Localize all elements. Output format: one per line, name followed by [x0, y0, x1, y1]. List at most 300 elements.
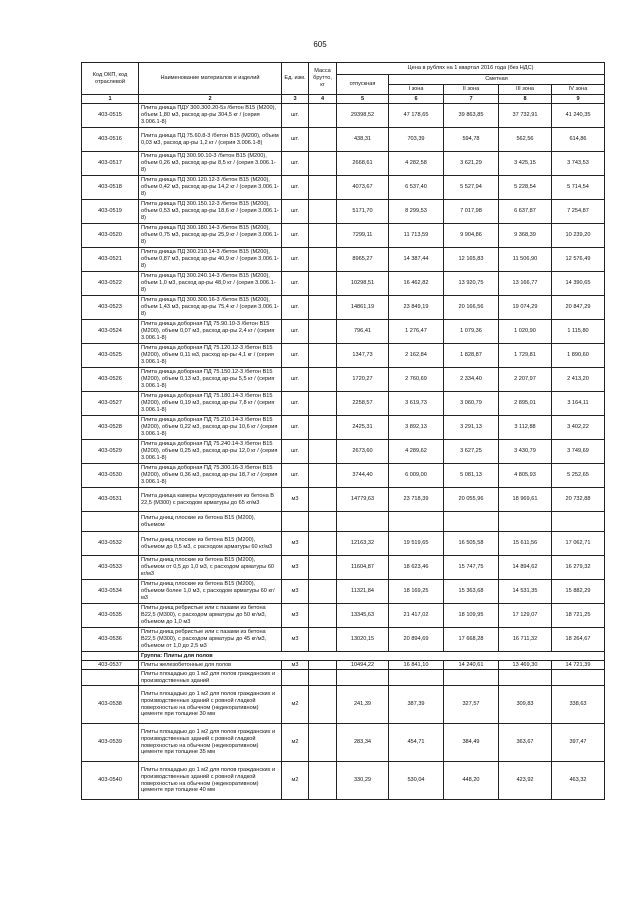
price-zone-3: 13 166,77	[499, 272, 552, 296]
column-number-row	[82, 95, 605, 104]
price-zone-3: 3 430,79	[499, 440, 552, 464]
item-unit: м2	[282, 724, 309, 762]
price-zone-1: 3 619,73	[389, 392, 444, 416]
price-zone-1: 454,71	[389, 724, 444, 762]
item-mass	[309, 344, 337, 368]
price-otpusknaya: 8965,27	[337, 248, 389, 272]
item-code: 403-0533	[82, 556, 139, 580]
item-code: 403-0537	[82, 661, 139, 670]
price-zone-4: 3 402,22	[552, 416, 605, 440]
price-zone-4: 3 749,69	[552, 440, 605, 464]
group-label: Группа: Плиты для полов	[139, 652, 605, 661]
price-zone-4: 16 279,32	[552, 556, 605, 580]
price-zone-1: 6 009,00	[389, 464, 444, 488]
price-otpusknaya: 13345,63	[337, 604, 389, 628]
item-name: Плита днища ПД 300.180.14-3 /бетон В15 (М200), объем 0,75 м3, расход ар-ры 25,9 кг / (серия 3.006.1-8)	[139, 224, 282, 248]
column-number: 4	[309, 95, 337, 104]
price-zone-3: 9 368,39	[499, 224, 552, 248]
price-zone-3	[499, 670, 552, 686]
price-zone-4: 15 882,29	[552, 580, 605, 604]
price-zone-4: 10 239,20	[552, 224, 605, 248]
item-unit: м3	[282, 628, 309, 652]
price-zone-1: 703,39	[389, 128, 444, 152]
item-unit: шт.	[282, 272, 309, 296]
table-row	[82, 532, 605, 556]
item-mass	[309, 272, 337, 296]
price-zone-2: 18 109,95	[444, 604, 499, 628]
table-row	[82, 512, 605, 532]
item-name: Плита днища доборная ПД 75.90.10-3 /бетон В15 (М200), объем 0,07 м3, расход ар-ры 2,4 кг / (серия 3.006.1-8)	[139, 320, 282, 344]
price-zone-4: 1 115,80	[552, 320, 605, 344]
item-name: Плиты площадью до 1 м2 для полов гражданских и производственных зданий	[139, 670, 282, 686]
price-zone-3: 1 020,90	[499, 320, 552, 344]
item-code: 403-0536	[82, 628, 139, 652]
price-zone-4: 2 413,20	[552, 368, 605, 392]
price-zone-3: 11 506,90	[499, 248, 552, 272]
column-number: 8	[499, 95, 552, 104]
item-code: 403-0515	[82, 104, 139, 128]
price-zone-2: 1 828,87	[444, 344, 499, 368]
price-zone-2: 17 668,28	[444, 628, 499, 652]
price-zone-4: 5 252,65	[552, 464, 605, 488]
column-number: 7	[444, 95, 499, 104]
header-zone-3: III зона	[499, 85, 552, 95]
price-zone-1: 530,04	[389, 762, 444, 800]
item-unit: шт.	[282, 248, 309, 272]
price-zone-4: 5 714,54	[552, 176, 605, 200]
table-row	[82, 272, 605, 296]
price-otpusknaya: 1720,27	[337, 368, 389, 392]
item-name: Плита днища доборная ПД 75.210.14-3 /бетон В15 (М200), объем 0,22 м3, расход ар-ры 10,6 кг / (серия 3.006.1-8)	[139, 416, 282, 440]
price-zone-3: 4 805,93	[499, 464, 552, 488]
item-mass	[309, 368, 337, 392]
table-row	[82, 128, 605, 152]
price-zone-4: 12 576,49	[552, 248, 605, 272]
price-zone-1: 2 760,69	[389, 368, 444, 392]
item-mass	[309, 464, 337, 488]
item-unit: шт.	[282, 416, 309, 440]
table-row	[82, 762, 605, 800]
column-number: 1	[82, 95, 139, 104]
price-zone-4: 463,32	[552, 762, 605, 800]
price-zone-2	[444, 512, 499, 532]
table-row	[82, 556, 605, 580]
item-name: Плита днища доборная ПД 75.150.12-3 /бетон В15 (М200), объем 0,13 м3, расход ар-ры 5,5 кг / (серия 3.006.1-8)	[139, 368, 282, 392]
item-unit: м3	[282, 488, 309, 512]
price-zone-4: 20 732,88	[552, 488, 605, 512]
price-zone-3: 19 074,29	[499, 296, 552, 320]
table-row	[82, 320, 605, 344]
item-unit: шт.	[282, 440, 309, 464]
price-zone-2: 20 055,96	[444, 488, 499, 512]
item-mass	[309, 152, 337, 176]
item-code	[82, 512, 139, 532]
item-name: Плита днища ПДУ 300.300.20-5з /бетон В15 (М200), объем 1,80 м3, расход ар-ры 304,5 кг / (серия 3.006.1-8)	[139, 104, 282, 128]
item-code: 403-0521	[82, 248, 139, 272]
table-row	[82, 661, 605, 670]
price-zone-4: 18 721,25	[552, 604, 605, 628]
price-otpusknaya: 13020,15	[337, 628, 389, 652]
item-name: Плиты днищ плоские из бетона В15 (М200), объемом	[139, 512, 282, 532]
price-zone-2: 7 017,98	[444, 200, 499, 224]
price-zone-4: 20 847,29	[552, 296, 605, 320]
item-mass	[309, 532, 337, 556]
item-name: Плиты днищ плоские из бетона В15 (М200), объемом до 0,5 м3, с расходом арматуры 60 кг/м3	[139, 532, 282, 556]
price-zone-4: 3 743,53	[552, 152, 605, 176]
table-row	[82, 224, 605, 248]
table-row	[82, 368, 605, 392]
item-code: 403-0520	[82, 224, 139, 248]
price-zone-1: 14 387,44	[389, 248, 444, 272]
price-zone-1: 6 537,40	[389, 176, 444, 200]
item-unit: м3	[282, 604, 309, 628]
item-unit: шт.	[282, 392, 309, 416]
table-row	[82, 464, 605, 488]
item-unit	[282, 670, 309, 686]
item-mass	[309, 628, 337, 652]
table-row	[82, 628, 605, 652]
price-zone-1: 3 892,13	[389, 416, 444, 440]
item-mass	[309, 580, 337, 604]
item-name: Плиты днищ плоские из бетона В15 (М200), объемом от 0,5 до 1,0 м3, с расходом арматуры 60 кг/м3	[139, 556, 282, 580]
price-zone-1: 387,39	[389, 686, 444, 724]
header-name: Наименование материалов и изделий	[139, 63, 282, 95]
item-mass	[309, 176, 337, 200]
price-zone-3: 16 711,32	[499, 628, 552, 652]
table-row	[82, 440, 605, 464]
price-zone-3: 1 729,81	[499, 344, 552, 368]
price-zone-2: 16 505,58	[444, 532, 499, 556]
price-zone-4	[552, 670, 605, 686]
price-zone-1: 21 417,02	[389, 604, 444, 628]
item-code	[82, 670, 139, 686]
item-code: 403-0526	[82, 368, 139, 392]
item-mass	[309, 556, 337, 580]
item-mass	[309, 670, 337, 686]
item-name: Плита днища ПД 300.120.12-3 /бетон В15 (М200), объем 0,42 м3, расход ар-ры 14,2 кг / (серия 3.006.1-8)	[139, 176, 282, 200]
price-otpusknaya: 283,34	[337, 724, 389, 762]
price-zone-2: 5 527,94	[444, 176, 499, 200]
price-zone-4: 338,63	[552, 686, 605, 724]
item-name: Плиты площадью до 1 м2 для полов гражданских и производственных зданий с ровной гладкой поверхностью на обычном (недекоративном) цементе при толщине 40 мм	[139, 762, 282, 800]
item-code: 403-0540	[82, 762, 139, 800]
price-zone-4: 1 890,60	[552, 344, 605, 368]
price-otpusknaya: 2668,61	[337, 152, 389, 176]
price-zone-3: 14 531,35	[499, 580, 552, 604]
price-zone-1: 16 462,82	[389, 272, 444, 296]
header-code: Код ОКП, код отраслевой	[82, 63, 139, 95]
price-zone-4: 17 062,71	[552, 532, 605, 556]
price-zone-3: 13 469,30	[499, 661, 552, 670]
item-unit: шт.	[282, 320, 309, 344]
price-zone-2: 39 863,85	[444, 104, 499, 128]
price-zone-1	[389, 670, 444, 686]
price-zone-3	[499, 512, 552, 532]
table-row	[82, 488, 605, 512]
price-otpusknaya: 2258,57	[337, 392, 389, 416]
item-unit: шт.	[282, 344, 309, 368]
item-name: Плиты площадью до 1 м2 для полов гражданских и производственных зданий с ровной гладкой поверхностью на обычном (недекоративном) цементе при толщине 35 мм	[139, 724, 282, 762]
price-zone-2: 15 747,75	[444, 556, 499, 580]
price-zone-2: 12 165,83	[444, 248, 499, 272]
table-row	[82, 104, 605, 128]
table-row	[82, 200, 605, 224]
price-zone-3: 562,56	[499, 128, 552, 152]
table-row	[82, 296, 605, 320]
price-zone-1: 2 162,84	[389, 344, 444, 368]
item-unit: шт.	[282, 176, 309, 200]
item-unit: шт.	[282, 464, 309, 488]
item-mass	[309, 320, 337, 344]
price-zone-3: 6 637,87	[499, 200, 552, 224]
price-zone-4: 614,86	[552, 128, 605, 152]
price-zone-3: 3 112,88	[499, 416, 552, 440]
item-unit: шт.	[282, 368, 309, 392]
table-body-precast-slabs	[82, 104, 605, 652]
price-zone-2: 5 081,13	[444, 464, 499, 488]
item-mass	[309, 128, 337, 152]
table-header	[82, 63, 605, 104]
item-name: Плита днища ПД 75.60.8-3 /бетон В15 (М200), объем 0,03 м3, расход ар-ры 1,2 кг / (серия 3.006.1-8)	[139, 128, 282, 152]
price-zone-2: 3 621,29	[444, 152, 499, 176]
header-mass: Масса брутто, кг	[309, 63, 337, 95]
item-code: 403-0518	[82, 176, 139, 200]
column-number: 3	[282, 95, 309, 104]
column-number: 2	[139, 95, 282, 104]
table-row	[82, 248, 605, 272]
price-otpusknaya: 3744,40	[337, 464, 389, 488]
table-row	[82, 580, 605, 604]
table-row	[82, 724, 605, 762]
price-otpusknaya: 438,31	[337, 128, 389, 152]
price-zone-4: 14 390,65	[552, 272, 605, 296]
price-zone-2: 3 291,13	[444, 416, 499, 440]
price-zone-2: 1 079,36	[444, 320, 499, 344]
item-unit: шт.	[282, 296, 309, 320]
price-zone-1	[389, 512, 444, 532]
item-name: Плита днища ПД 300.90.10-3 /бетон В15 (М200), объем 0,26 м3, расход ар-ры 8,5 кг / (серия 3.006.1-8)	[139, 152, 282, 176]
item-code: 403-0527	[82, 392, 139, 416]
price-zone-1: 18 623,46	[389, 556, 444, 580]
price-zone-3: 37 732,91	[499, 104, 552, 128]
price-zone-1: 47 178,65	[389, 104, 444, 128]
price-otpusknaya: 11604,87	[337, 556, 389, 580]
price-zone-1: 1 276,47	[389, 320, 444, 344]
price-otpusknaya: 2673,60	[337, 440, 389, 464]
table-row	[82, 670, 605, 686]
item-mass	[309, 604, 337, 628]
price-zone-4: 3 164,11	[552, 392, 605, 416]
item-code: 403-0539	[82, 724, 139, 762]
price-zone-1: 20 894,69	[389, 628, 444, 652]
item-unit: м2	[282, 762, 309, 800]
price-zone-4: 7 254,87	[552, 200, 605, 224]
item-name: Плита днища доборная ПД 75.120.12-3 /бетон В15 (М200), объем 0,11 м3, расход ар-ры 4,1 кг / (серия 3.006.1-8)	[139, 344, 282, 368]
item-mass	[309, 392, 337, 416]
price-zone-3: 15 611,56	[499, 532, 552, 556]
price-otpusknaya: 330,29	[337, 762, 389, 800]
price-zone-1: 19 519,65	[389, 532, 444, 556]
group-code-cell	[82, 652, 139, 661]
price-zone-1: 23 849,19	[389, 296, 444, 320]
table-body-floor-slabs	[82, 661, 605, 800]
price-zone-4: 41 240,35	[552, 104, 605, 128]
price-zone-2: 9 904,86	[444, 224, 499, 248]
price-zone-3: 363,67	[499, 724, 552, 762]
header-otpusknaya: отпускная	[337, 75, 389, 95]
price-zone-2	[444, 670, 499, 686]
item-mass	[309, 224, 337, 248]
header-price-title: Цена в рублях на 1 квартал 2016 года (без НДС)	[337, 63, 605, 75]
item-code: 403-0524	[82, 320, 139, 344]
item-mass	[309, 248, 337, 272]
item-mass	[309, 488, 337, 512]
item-unit: м3	[282, 580, 309, 604]
price-otpusknaya: 14861,19	[337, 296, 389, 320]
item-name: Плиты железобетонные для полов	[139, 661, 282, 670]
table-row	[82, 416, 605, 440]
item-code: 403-0530	[82, 464, 139, 488]
price-zone-2: 20 166,56	[444, 296, 499, 320]
price-zone-1: 16 841,10	[389, 661, 444, 670]
table-row	[82, 176, 605, 200]
header-zone-1: I зона	[389, 85, 444, 95]
price-zone-2: 327,57	[444, 686, 499, 724]
table-row	[82, 344, 605, 368]
price-zone-2: 3 060,79	[444, 392, 499, 416]
column-number: 5	[337, 95, 389, 104]
price-zone-3: 3 425,15	[499, 152, 552, 176]
price-otpusknaya: 4073,67	[337, 176, 389, 200]
price-otpusknaya: 796,41	[337, 320, 389, 344]
header-unit: Ед. изм.	[282, 63, 309, 95]
price-zone-1: 11 713,59	[389, 224, 444, 248]
item-code: 403-0516	[82, 128, 139, 152]
price-zone-3: 309,83	[499, 686, 552, 724]
price-zone-4: 14 721,39	[552, 661, 605, 670]
item-name: Плита днища ПД 300.300.16-3 /бетон В15 (М200), объем 1,43 м3, расход ар-ры 75,4 кг / (серия 3.006.1-8)	[139, 296, 282, 320]
price-zone-4: 18 264,67	[552, 628, 605, 652]
item-unit: м2	[282, 686, 309, 724]
item-mass	[309, 724, 337, 762]
item-name: Плита днища ПД 300.210.14-3 /бетон В15 (М200), объем 0,87 м3, расход ар-ры 40,9 кг / (серия 3.006.1-8)	[139, 248, 282, 272]
price-otpusknaya: 2425,31	[337, 416, 389, 440]
price-zone-2: 3 627,25	[444, 440, 499, 464]
item-code: 403-0522	[82, 272, 139, 296]
item-code: 403-0528	[82, 416, 139, 440]
price-zone-3: 423,92	[499, 762, 552, 800]
item-name: Плиты днищ плоские из бетона В15 (М200), объемом более 1,0 м3, с расходом арматуры 60 кг/м3	[139, 580, 282, 604]
price-zone-2: 13 920,75	[444, 272, 499, 296]
item-mass	[309, 762, 337, 800]
table-row	[82, 686, 605, 724]
item-unit: м3	[282, 532, 309, 556]
item-mass	[309, 512, 337, 532]
item-mass	[309, 200, 337, 224]
table-row	[82, 152, 605, 176]
item-code: 403-0534	[82, 580, 139, 604]
price-zone-2: 448,20	[444, 762, 499, 800]
price-zone-3: 2 207,97	[499, 368, 552, 392]
item-code: 403-0523	[82, 296, 139, 320]
header-smetnaya: Сметная	[389, 75, 605, 85]
item-mass	[309, 686, 337, 724]
item-unit: м3	[282, 661, 309, 670]
price-otpusknaya: 10298,51	[337, 272, 389, 296]
header-zone-2: II зона	[444, 85, 499, 95]
item-name: Плита днища доборная ПД 75.240.14-3 /бетон В15 (М200), объем 0,25 м3, расход ар-ры 12,0 кг / (серия 3.006.1-8)	[139, 440, 282, 464]
item-unit: м3	[282, 556, 309, 580]
header-zone-4: IV зона	[552, 85, 605, 95]
price-zone-3: 17 129,07	[499, 604, 552, 628]
price-otpusknaya: 1347,73	[337, 344, 389, 368]
item-name: Плиты днищ ребристые или с пазами из бетона В22,5 (М300), с расходом арматуры до 50 кг/м3, объемом до 1,0 м3	[139, 604, 282, 628]
price-otpusknaya: 12163,32	[337, 532, 389, 556]
price-otpusknaya: 14779,63	[337, 488, 389, 512]
price-zone-2: 384,49	[444, 724, 499, 762]
price-zone-3: 18 969,61	[499, 488, 552, 512]
item-code: 403-0529	[82, 440, 139, 464]
price-zone-3: 5 228,54	[499, 176, 552, 200]
item-name: Плита днища ПД 300.240.14-3 /бетон В15 (М200), объем 1,0 м3, расход ар-ры 48,0 кг / (серия 3.006.1-8)	[139, 272, 282, 296]
table-group	[82, 652, 605, 661]
column-number: 9	[552, 95, 605, 104]
price-zone-2: 2 334,40	[444, 368, 499, 392]
price-zone-1: 4 289,62	[389, 440, 444, 464]
item-code: 403-0532	[82, 532, 139, 556]
item-code: 403-0525	[82, 344, 139, 368]
price-otpusknaya	[337, 512, 389, 532]
item-unit: шт.	[282, 104, 309, 128]
item-name: Плита днища доборная ПД 75.180.14-3 /бетон В15 (М200), объем 0,19 м3, расход ар-ры 7,8 кг / (серия 3.006.1-8)	[139, 392, 282, 416]
item-unit	[282, 512, 309, 532]
price-zone-1: 23 718,39	[389, 488, 444, 512]
table-row	[82, 604, 605, 628]
price-zone-1: 4 282,58	[389, 152, 444, 176]
price-otpusknaya: 11321,84	[337, 580, 389, 604]
item-unit: шт.	[282, 200, 309, 224]
price-zone-1: 8 299,53	[389, 200, 444, 224]
price-otpusknaya: 7299,11	[337, 224, 389, 248]
price-zone-1: 18 169,25	[389, 580, 444, 604]
price-zone-4: 397,47	[552, 724, 605, 762]
item-mass	[309, 661, 337, 670]
item-name: Плита днища камеры мусороудаления из бетона В 22,5 (М300) с расходом арматуры до 65 кг/м3	[139, 488, 282, 512]
item-mass	[309, 440, 337, 464]
item-mass	[309, 296, 337, 320]
item-mass	[309, 104, 337, 128]
price-otpusknaya: 10494,22	[337, 661, 389, 670]
price-zone-3: 14 894,62	[499, 556, 552, 580]
price-zone-2: 14 240,61	[444, 661, 499, 670]
column-number: 6	[389, 95, 444, 104]
item-code: 403-0535	[82, 604, 139, 628]
price-otpusknaya: 29398,52	[337, 104, 389, 128]
item-name: Плита днища доборная ПД 75.300.16-3 /бетон В15 (М200), объем 0,36 м3, расход ар-ры 18,7 кг / (серия 3.006.1-8)	[139, 464, 282, 488]
price-zone-2: 15 363,68	[444, 580, 499, 604]
item-mass	[309, 416, 337, 440]
item-code: 403-0517	[82, 152, 139, 176]
price-otpusknaya: 5171,70	[337, 200, 389, 224]
page-number: 605	[313, 40, 327, 49]
item-unit: шт.	[282, 152, 309, 176]
item-name: Плита днища ПД 300.150.12-3 /бетон В15 (М200), объем 0,53 м3, расход ар-ры 18,6 кг / (серия 3.006.1-8)	[139, 200, 282, 224]
price-otpusknaya: 241,39	[337, 686, 389, 724]
price-zone-3: 2 895,01	[499, 392, 552, 416]
table-row	[82, 392, 605, 416]
price-otpusknaya	[337, 670, 389, 686]
price-table	[81, 62, 605, 800]
